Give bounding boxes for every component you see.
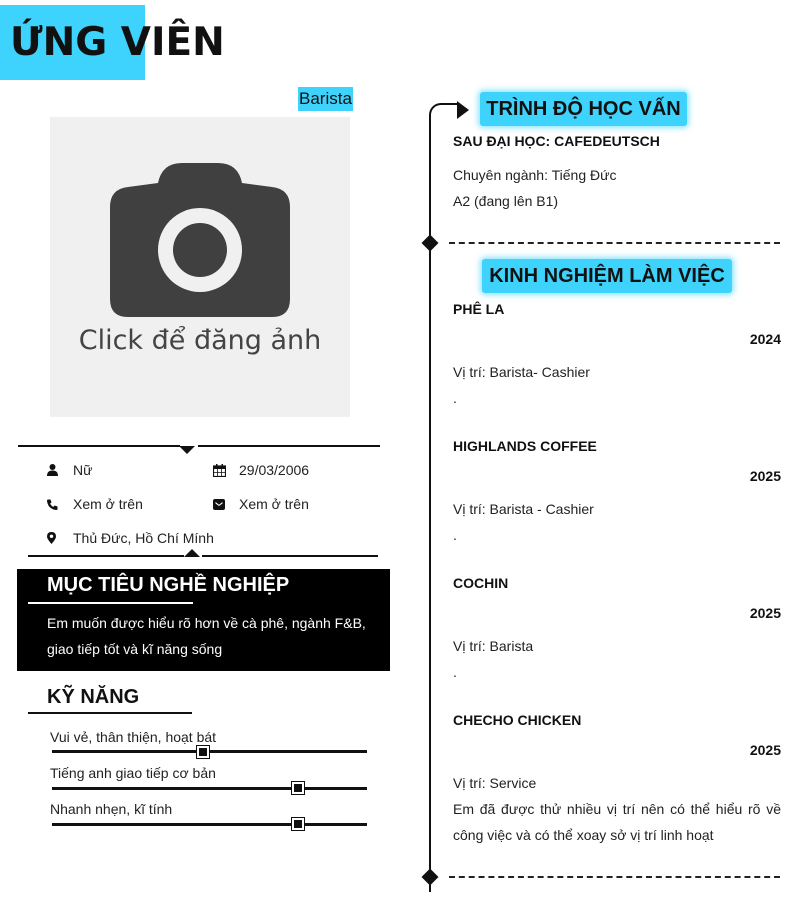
- skill-slider-handle[interactable]: [197, 746, 209, 758]
- photo-upload[interactable]: [50, 117, 350, 417]
- diamond-icon: [422, 869, 439, 886]
- envelope-icon: [213, 499, 239, 510]
- objective-underline: [28, 602, 193, 604]
- dashed-divider: [449, 242, 780, 244]
- diamond-icon: [422, 235, 439, 252]
- education-level[interactable]: A2 (đang lên B1): [453, 193, 559, 209]
- address-value[interactable]: Thủ Đức, Hồ Chí Mính: [73, 530, 214, 546]
- photo-upload-label: Click để đăng ảnh: [78, 325, 322, 356]
- info-phone: [47, 494, 143, 514]
- birthday-value[interactable]: 29/03/2006: [239, 462, 310, 478]
- education-title: TRÌNH ĐỘ HỌC VẤN: [480, 92, 687, 126]
- user-icon: [47, 464, 73, 476]
- job-description[interactable]: Em đã được thử nhiều vị trí nên có thể hiểu rõ về công việc và có thể xoay sở vị trí linh hoạt: [453, 801, 781, 843]
- arrow-right-icon: [457, 101, 469, 119]
- info-gender: [47, 460, 92, 480]
- job-position[interactable]: Vị trí: Barista - Cashier: [453, 501, 594, 517]
- phone-icon: [47, 499, 73, 510]
- job-company[interactable]: PHÊ LA: [453, 301, 505, 317]
- skill-label[interactable]: Nhanh nhẹn, kĩ tính: [50, 801, 173, 817]
- skill-label[interactable]: Tiếng anh giao tiếp cơ bản: [50, 765, 216, 781]
- email-value[interactable]: Xem ở trên: [239, 496, 309, 512]
- skill-slider-handle[interactable]: [292, 782, 304, 794]
- job-position[interactable]: Vị trí: Service: [453, 775, 537, 791]
- page-title[interactable]: ỨNG VIÊN: [10, 20, 225, 65]
- skill-label[interactable]: Vui vẻ, thân thiện, hoạt bát: [50, 729, 217, 745]
- skill-slider[interactable]: [52, 823, 367, 826]
- education-major[interactable]: Chuyên ngành: Tiếng Đức: [453, 167, 617, 183]
- skills-title: KỸ NĂNG: [47, 686, 140, 708]
- job-year[interactable]: 2025: [749, 605, 781, 621]
- info-divider-top-right: [198, 445, 380, 447]
- triangle-down-icon: [179, 446, 195, 454]
- skill-slider[interactable]: [52, 787, 367, 790]
- timeline-curve: [429, 103, 459, 127]
- job-description[interactable]: .: [453, 527, 457, 543]
- camera-icon: [110, 161, 290, 321]
- info-birthday: [213, 460, 309, 480]
- calendar-icon: [213, 464, 239, 477]
- skill-slider-handle[interactable]: [292, 818, 304, 830]
- job-position[interactable]: Vị trí: Barista: [453, 638, 534, 654]
- objective-title: MỤC TIÊU NGHỀ NGHIỆP: [47, 574, 290, 596]
- dashed-divider: [449, 876, 780, 878]
- job-company[interactable]: HIGHLANDS COFFEE: [453, 438, 597, 454]
- job-description[interactable]: .: [453, 664, 457, 680]
- skills-underline: [28, 712, 192, 714]
- position-tag[interactable]: Barista: [298, 87, 353, 111]
- job-company[interactable]: CHECHO CHICKEN: [453, 712, 582, 728]
- job-year[interactable]: 2025: [749, 742, 781, 758]
- gender-value[interactable]: Nữ: [73, 462, 93, 478]
- experience-title: KINH NGHIỆM LÀM VIỆC: [482, 259, 732, 293]
- skill-slider[interactable]: [52, 750, 367, 753]
- job-description[interactable]: .: [453, 390, 457, 406]
- info-email: [213, 494, 309, 514]
- education-school[interactable]: SAU ĐẠI HỌC: CAFEDEUTSCH: [453, 133, 660, 149]
- info-address: [47, 528, 214, 548]
- job-year[interactable]: 2024: [749, 331, 781, 347]
- job-year[interactable]: 2025: [749, 468, 781, 484]
- map-marker-icon: [47, 532, 73, 544]
- info-divider-bottom-right: [202, 555, 378, 557]
- objective-text[interactable]: Em muốn được hiểu rõ hơn về cà phê, ngành F&B, giao tiếp tốt và kĩ năng sống: [47, 615, 366, 657]
- job-company[interactable]: COCHIN: [453, 575, 509, 591]
- job-position[interactable]: Vị trí: Barista- Cashier: [453, 364, 590, 380]
- phone-value[interactable]: Xem ở trên: [73, 496, 143, 512]
- info-divider-bottom-left: [28, 555, 184, 557]
- triangle-up-icon: [184, 549, 200, 557]
- info-divider-top-left: [18, 445, 180, 447]
